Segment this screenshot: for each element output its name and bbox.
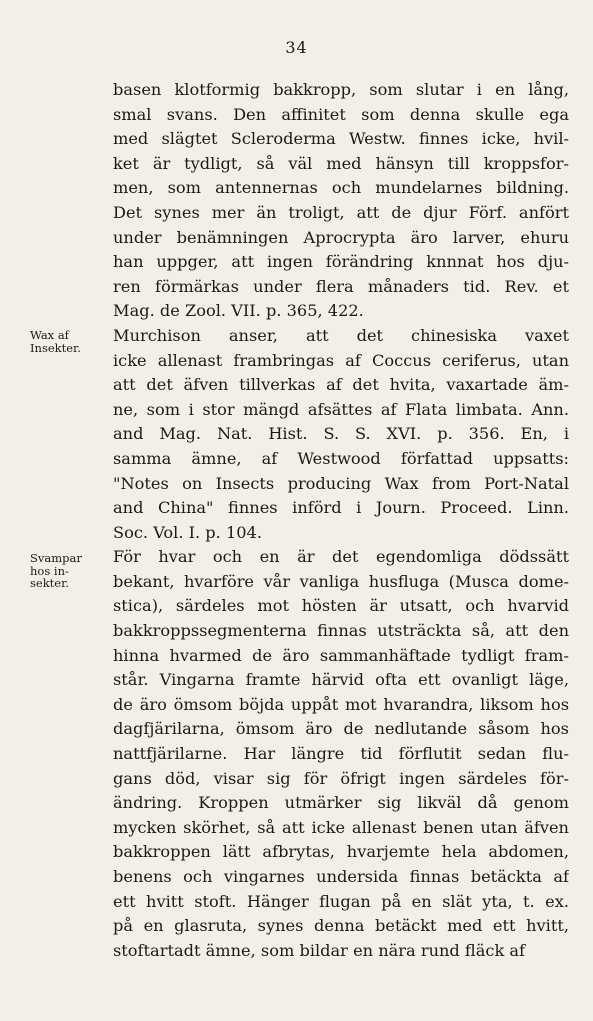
text-line: de äro ömsom böjda uppåt mot hvarandra, liksom hos [113, 694, 569, 714]
text-line: benens och vingarnes undersida finnas betäckta af [113, 867, 569, 886]
text-line: dagfjärilarna, ömsom äro de nedlutande såsom hos [113, 719, 569, 739]
margin-note-line: sekter. [30, 576, 69, 590]
text-line: and Mag. Nat. Hist. S. S. XVI. p. 356. En, i [113, 424, 569, 444]
text-line: ket är tydligt, så väl med hänsyn till kroppsfor- [113, 153, 569, 173]
margin-note-line: Insekter. [30, 340, 81, 355]
text-line: under benämningen Aprocrypta äro larver, ehuru [113, 227, 569, 247]
text-line: gans död, visar sig för öfrigt ingen särdeles för- [113, 768, 569, 788]
text-line: bekant, hvarföre vår vanliga husfluga (Musca dome- [113, 571, 569, 591]
margin-note-line: Svampar [30, 551, 82, 565]
text-line: Det synes mer än troligt, att de djur Förf. anfört [113, 202, 569, 222]
page-number: 34 [285, 38, 308, 57]
text-line: nattfjärilarne. Har längre tid förflutit sedan flu- [113, 744, 569, 764]
text-line: Mag. de Zool. VII. p. 365, 422. [113, 301, 364, 321]
text-line: ren förmärkas under flera månaders tid. Rev. et [113, 276, 569, 296]
text-line: Soc. Vol. I. p. 104. [113, 522, 262, 542]
text-line: ne, som i stor mängd afsättes af Flata limbata. Ann. [113, 399, 569, 419]
margin-note-line: hos in- [30, 563, 69, 578]
margin-note-wax [30, 329, 110, 354]
text-line: stica), särdeles mot hösten är utsatt, och hvarvid [113, 596, 569, 616]
text-line: Murchison anser, att det chinesiska vaxet [113, 325, 569, 345]
text-line: icke allenast frambringas af Coccus ceriferus, utan [113, 350, 569, 370]
text-line: "Notes on Insects producing Wax from Port-Natal [113, 473, 569, 493]
text-line: basen klotformig bakkropp, som slutar i en lång, [113, 80, 569, 99]
text-line: mycken skörhet, så att icke allenast benen utan äfven [113, 817, 569, 837]
text-line: ändring. Kroppen utmärker sig likväl då genom [113, 793, 569, 813]
text-line: stoftartadt ämne, som bildar en nära rund fläck af [113, 940, 526, 960]
text-line: att det äfven tillverkas af det hvita, vaxartade äm- [113, 375, 569, 395]
text-line: För hvar och en är det egendomliga dödssätt [113, 547, 569, 567]
text-line: står. Vingarna framte härvid ofta ett ovanligt läge, [113, 670, 569, 690]
text-line: and China" finnes införd i Journ. Proceed. Linn. [113, 498, 569, 518]
text-line: han uppger, att ingen förändring knnnat hos dju- [113, 252, 569, 272]
body-text [113, 78, 569, 963]
text-line: samma ämne, af Westwood författad uppsatts: [113, 448, 569, 468]
text-line: smal svans. Den affinitet som denna skulle ega [113, 104, 569, 124]
text-line: hinna hvarmed de äro sammanhäftade tydligt fram- [113, 645, 569, 665]
margin-note-fungi [30, 552, 110, 590]
text-line: men, som antennernas och mundelarnes bildning. [113, 178, 569, 198]
margin-note-line: Wax af [30, 328, 69, 342]
text-line: på en glasruta, synes denna betäckt med ett hvitt, [113, 916, 569, 936]
text-line: bakkroppen lätt afbrytas, hvarjemte hela abdomen, [113, 842, 569, 862]
text-line: med slägtet Scleroderma Westw. finnes icke, hvil- [113, 129, 569, 149]
text-line: bakkroppssegmenterna finnas utsträckta så, att den [113, 621, 569, 641]
text-line: ett hvitt stoft. Hänger flugan på en slät yta, t. ex. [113, 891, 569, 911]
